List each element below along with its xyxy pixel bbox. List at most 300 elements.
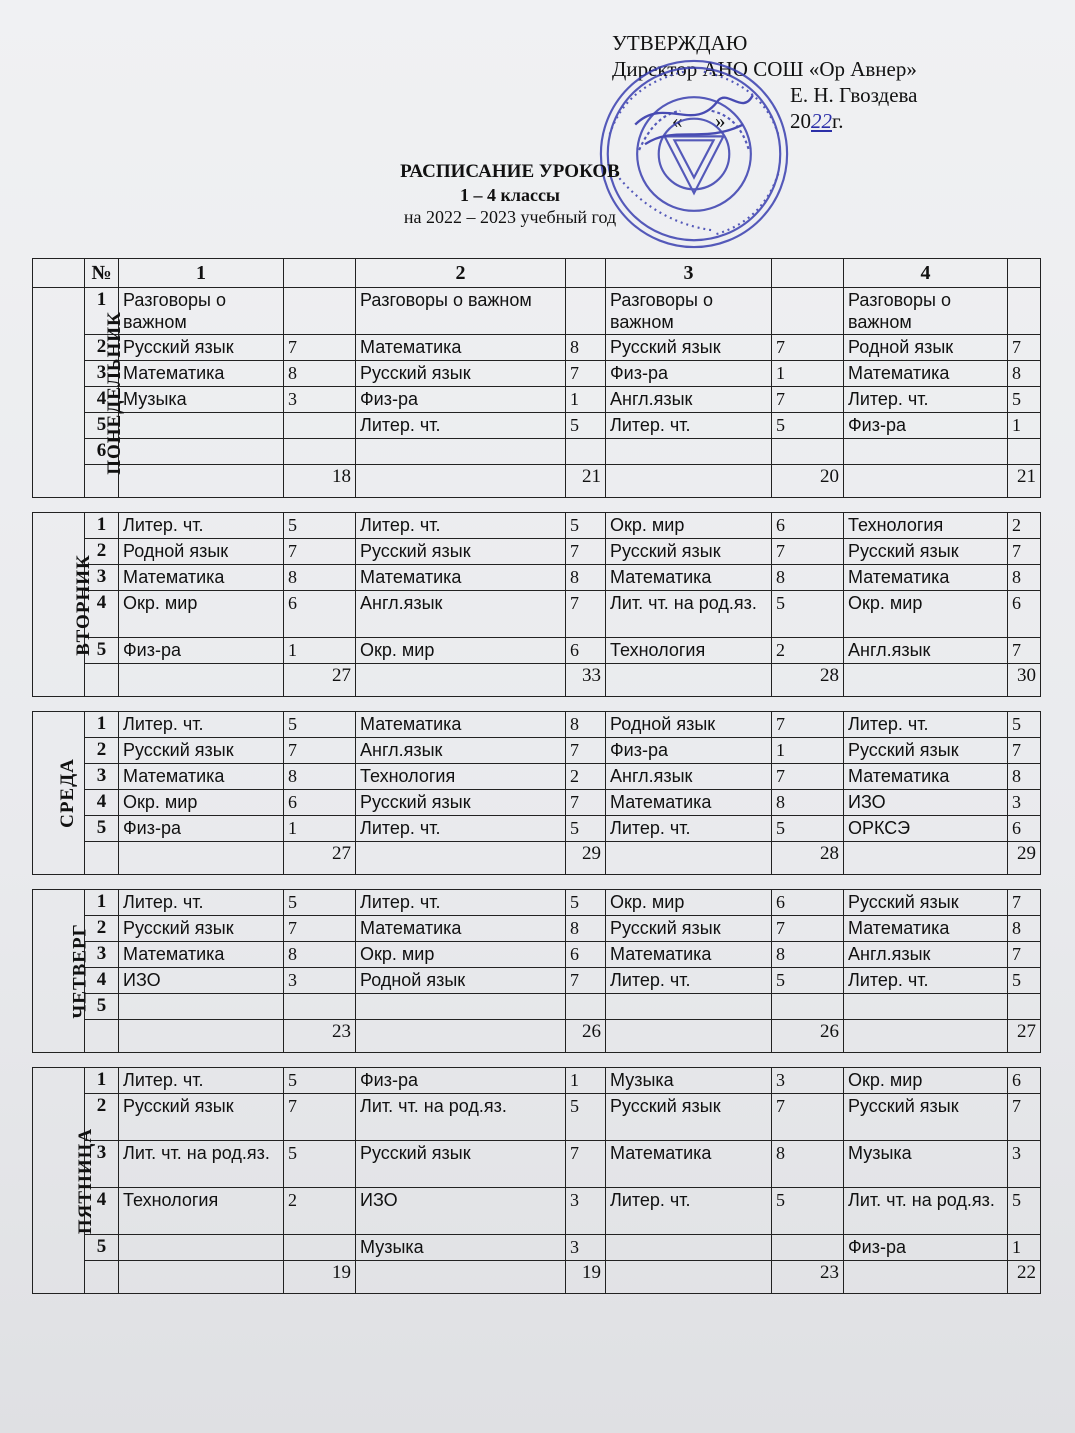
difficulty-points-cell: 1: [566, 387, 606, 413]
difficulty-points-cell: 8: [772, 1141, 844, 1188]
subject-cell: Русский язык: [844, 539, 1008, 565]
day-total-cell: 26: [566, 1020, 606, 1053]
subject-cell: [119, 994, 284, 1020]
subject-cell: Музыка: [356, 1235, 566, 1261]
subject-cell: Англ.язык: [606, 387, 772, 413]
lesson-number: 3: [85, 565, 119, 591]
difficulty-points-cell: 6: [1008, 1068, 1041, 1094]
lesson-row: [33, 413, 1041, 439]
grades-subtitle: 1 – 4 классы: [459, 185, 560, 205]
lesson-row: [33, 968, 1041, 994]
difficulty-points-cell: 2: [1008, 513, 1041, 539]
subject-cell: Русский язык: [119, 1094, 284, 1141]
difficulty-points-cell: 8: [1008, 764, 1041, 790]
lesson-row: [33, 942, 1041, 968]
difficulty-points-cell: 1: [1008, 413, 1041, 439]
lesson-row: [33, 565, 1041, 591]
day-label: [33, 1068, 97, 1294]
difficulty-points-cell: 5: [772, 816, 844, 842]
subject-cell: Математика: [356, 916, 566, 942]
lesson-number: 3: [85, 942, 119, 968]
difficulty-points-cell: 8: [284, 764, 356, 790]
lesson-row: [33, 539, 1041, 565]
lesson-number: 4: [85, 1188, 119, 1235]
day-total-cell: 28: [772, 842, 844, 875]
subject-cell: ИЗО: [844, 790, 1008, 816]
subject-cell: Лит. чт. на род.яз.: [844, 1188, 1008, 1235]
subject-cell: Физ-ра: [606, 738, 772, 764]
approval-date: « » 2022г.: [672, 109, 844, 133]
lesson-number: 1: [85, 890, 119, 916]
subject-cell: Русский язык: [844, 1094, 1008, 1141]
day-total-cell: 19: [284, 1261, 356, 1294]
difficulty-points-cell: 5: [284, 513, 356, 539]
difficulty-points-cell: [566, 288, 606, 335]
difficulty-points-cell: 7: [566, 361, 606, 387]
subject-cell: Математика: [119, 764, 284, 790]
header-class-3: 3: [606, 259, 772, 288]
difficulty-points-cell: 8: [284, 361, 356, 387]
header-class-2: 2: [356, 259, 566, 288]
day-totals-row: [33, 465, 1041, 498]
day-total-cell: 29: [1008, 842, 1041, 875]
subject-cell: Литер. чт.: [844, 712, 1008, 738]
difficulty-points-cell: 5: [772, 413, 844, 439]
subject-cell: Лит. чт. на род.яз.: [356, 1094, 566, 1141]
subject-cell: Математика: [844, 764, 1008, 790]
day-total-cell: 33: [566, 664, 606, 697]
difficulty-points-cell: 8: [284, 565, 356, 591]
lesson-row: [33, 335, 1041, 361]
difficulty-points-cell: 3: [566, 1235, 606, 1261]
subject-cell: Окр. мир: [844, 1068, 1008, 1094]
day-total-cell: 22: [1008, 1261, 1041, 1294]
lesson-row: [33, 712, 1041, 738]
difficulty-points-cell: 2: [566, 764, 606, 790]
lesson-number: 2: [85, 335, 119, 361]
subject-cell: Музыка: [606, 1068, 772, 1094]
difficulty-points-cell: 3: [1008, 790, 1041, 816]
subject-cell: Русский язык: [119, 916, 284, 942]
difficulty-points-cell: 1: [1008, 1235, 1041, 1261]
subject-cell: Окр. мир: [606, 513, 772, 539]
difficulty-points-cell: 8: [566, 916, 606, 942]
subject-cell: Окр. мир: [356, 942, 566, 968]
subject-cell: Технология: [356, 764, 566, 790]
lesson-row: [33, 1141, 1041, 1188]
difficulty-points-cell: 5: [566, 890, 606, 916]
difficulty-points-cell: 6: [566, 942, 606, 968]
lesson-row: [33, 1068, 1041, 1094]
subject-cell: Математика: [356, 712, 566, 738]
subject-cell: [119, 1235, 284, 1261]
lesson-number: 1: [85, 513, 119, 539]
subject-cell: Математика: [844, 361, 1008, 387]
difficulty-points-cell: 5: [1008, 712, 1041, 738]
difficulty-points-cell: 6: [772, 890, 844, 916]
difficulty-points-cell: 3: [566, 1188, 606, 1235]
day-total-cell: 27: [284, 664, 356, 697]
difficulty-points-cell: 7: [1008, 539, 1041, 565]
difficulty-points-cell: 7: [566, 539, 606, 565]
lesson-row: [33, 916, 1041, 942]
subject-cell: Литер. чт.: [356, 413, 566, 439]
subject-cell: Физ-ра: [356, 1068, 566, 1094]
subject-cell: Разговоры о важном: [844, 288, 1008, 335]
difficulty-points-cell: 1: [284, 638, 356, 664]
subject-cell: Окр. мир: [119, 790, 284, 816]
difficulty-points-cell: 7: [566, 1141, 606, 1188]
lesson-row: [33, 816, 1041, 842]
lesson-number: 2: [85, 738, 119, 764]
subject-cell: Литер. чт.: [844, 387, 1008, 413]
subject-cell: [356, 439, 566, 465]
lesson-number: 5: [85, 638, 119, 664]
lesson-number: 4: [85, 387, 119, 413]
subject-cell: [606, 439, 772, 465]
approval-position: Директор АНО СОШ «Ор Авнер»: [612, 57, 917, 81]
schedule-table: [32, 258, 1041, 1294]
lesson-number: 3: [85, 1141, 119, 1188]
subject-cell: Математика: [356, 335, 566, 361]
day-total-cell: 28: [772, 664, 844, 697]
day-total-cell: 20: [772, 465, 844, 498]
subject-cell: Технология: [606, 638, 772, 664]
day-separator: [33, 875, 1041, 890]
difficulty-points-cell: 5: [566, 816, 606, 842]
day-total-cell: 27: [1008, 1020, 1041, 1053]
subject-cell: Лит. чт. на род.яз.: [606, 591, 772, 638]
difficulty-points-cell: 3: [284, 387, 356, 413]
subject-cell: Окр. мир: [844, 591, 1008, 638]
day-total-cell: 23: [772, 1261, 844, 1294]
lesson-row: [33, 764, 1041, 790]
day-label: [33, 288, 125, 498]
subject-cell: Окр. мир: [606, 890, 772, 916]
subject-cell: Русский язык: [606, 916, 772, 942]
difficulty-points-cell: 5: [772, 968, 844, 994]
subject-cell: Англ.язык: [606, 764, 772, 790]
lesson-row: [33, 1188, 1041, 1235]
difficulty-points-cell: [566, 439, 606, 465]
difficulty-points-cell: 5: [566, 513, 606, 539]
difficulty-points-cell: [284, 288, 356, 335]
subject-cell: Математика: [356, 565, 566, 591]
difficulty-points-cell: 1: [566, 1068, 606, 1094]
difficulty-points-cell: 7: [772, 539, 844, 565]
day-total-cell: 30: [1008, 664, 1041, 697]
difficulty-points-cell: 5: [284, 890, 356, 916]
subject-cell: Русский язык: [356, 790, 566, 816]
day-totals-row: [33, 1020, 1041, 1053]
header-empty: [33, 259, 85, 288]
subject-cell: [606, 994, 772, 1020]
subject-cell: Математика: [119, 942, 284, 968]
difficulty-points-cell: 7: [772, 387, 844, 413]
difficulty-points-cell: 7: [1008, 638, 1041, 664]
subject-cell: Технология: [844, 513, 1008, 539]
lesson-number: 4: [85, 591, 119, 638]
day-separator: [33, 697, 1041, 712]
lesson-row: [33, 591, 1041, 638]
subject-cell: Математика: [844, 565, 1008, 591]
difficulty-points-cell: [772, 1235, 844, 1261]
day-totals-row: [33, 842, 1041, 875]
lesson-row: [33, 638, 1041, 664]
difficulty-points-cell: 5: [772, 1188, 844, 1235]
academic-year: на 2022 – 2023 учебный год: [403, 207, 617, 227]
difficulty-points-cell: 2: [772, 638, 844, 664]
subject-cell: Литер. чт.: [606, 968, 772, 994]
day-total-cell: 27: [284, 842, 356, 875]
subject-cell: Русский язык: [844, 738, 1008, 764]
difficulty-points-cell: 5: [1008, 968, 1041, 994]
difficulty-points-cell: 3: [772, 1068, 844, 1094]
difficulty-points-cell: 7: [1008, 890, 1041, 916]
subject-cell: Русский язык: [356, 539, 566, 565]
difficulty-points-cell: [772, 994, 844, 1020]
difficulty-points-cell: 7: [284, 1094, 356, 1141]
day-total-cell: 23: [284, 1020, 356, 1053]
header-class-4: 4: [844, 259, 1008, 288]
lesson-row: [33, 513, 1041, 539]
difficulty-points-cell: 7: [284, 335, 356, 361]
difficulty-points-cell: 5: [1008, 387, 1041, 413]
subject-cell: Литер. чт.: [356, 816, 566, 842]
difficulty-points-cell: 7: [772, 712, 844, 738]
difficulty-points-cell: 1: [284, 816, 356, 842]
lesson-row: [33, 288, 1041, 335]
subject-cell: Окр. мир: [119, 591, 284, 638]
difficulty-points-cell: 7: [1008, 1094, 1041, 1141]
subject-cell: Русский язык: [119, 335, 284, 361]
subject-cell: Родной язык: [844, 335, 1008, 361]
header-number: №: [85, 259, 119, 288]
subject-cell: [356, 994, 566, 1020]
day-label: [33, 513, 94, 697]
difficulty-points-cell: 5: [284, 1141, 356, 1188]
difficulty-points-cell: 5: [284, 1068, 356, 1094]
subject-cell: Русский язык: [119, 738, 284, 764]
difficulty-points-cell: 7: [1008, 942, 1041, 968]
lesson-number: 1: [85, 288, 119, 335]
schedule-header-row: [33, 259, 1041, 288]
day-total-cell: 26: [772, 1020, 844, 1053]
subject-cell: Русский язык: [606, 1094, 772, 1141]
subject-cell: Литер. чт.: [119, 1068, 284, 1094]
difficulty-points-cell: 6: [284, 591, 356, 638]
header-class-1: 1: [119, 259, 284, 288]
lesson-row: [33, 387, 1041, 413]
day-total-cell: 19: [566, 1261, 606, 1294]
lesson-number: 3: [85, 764, 119, 790]
subject-cell: [844, 439, 1008, 465]
subject-cell: Математика: [606, 565, 772, 591]
subject-cell: Русский язык: [606, 539, 772, 565]
lesson-number: 2: [85, 1094, 119, 1141]
day-total-cell: 21: [1008, 465, 1041, 498]
difficulty-points-cell: [1008, 994, 1041, 1020]
subject-cell: ОРКСЭ: [844, 816, 1008, 842]
subject-cell: Физ-ра: [119, 638, 284, 664]
subject-cell: Физ-ра: [119, 816, 284, 842]
difficulty-points-cell: 3: [284, 968, 356, 994]
subject-cell: Математика: [119, 361, 284, 387]
difficulty-points-cell: 8: [566, 565, 606, 591]
lesson-number: 5: [85, 1235, 119, 1261]
subject-cell: Родной язык: [606, 712, 772, 738]
subject-cell: Физ-ра: [844, 1235, 1008, 1261]
subject-cell: Музыка: [119, 387, 284, 413]
difficulty-points-cell: [772, 439, 844, 465]
difficulty-points-cell: 1: [772, 738, 844, 764]
lesson-row: [33, 1235, 1041, 1261]
subject-cell: ИЗО: [119, 968, 284, 994]
day-name: ПЯТНИЦА: [75, 1127, 97, 1234]
difficulty-points-cell: [1008, 439, 1041, 465]
subject-cell: Математика: [606, 1141, 772, 1188]
lesson-number: 5: [85, 816, 119, 842]
lesson-number: 3: [85, 361, 119, 387]
subject-cell: Разговоры о важном: [606, 288, 772, 335]
difficulty-points-cell: 7: [566, 968, 606, 994]
difficulty-points-cell: 8: [566, 712, 606, 738]
subject-cell: Разговоры о важном: [356, 288, 566, 335]
subject-cell: [606, 1235, 772, 1261]
difficulty-points-cell: 2: [284, 1188, 356, 1235]
lesson-number: 5: [85, 413, 119, 439]
day-label: [33, 712, 85, 875]
subject-cell: ИЗО: [356, 1188, 566, 1235]
subject-cell: Математика: [844, 916, 1008, 942]
subject-cell: Разговоры о важном: [119, 288, 284, 335]
difficulty-points-cell: 6: [566, 638, 606, 664]
difficulty-points-cell: [566, 994, 606, 1020]
difficulty-points-cell: 6: [1008, 591, 1041, 638]
subject-cell: Родной язык: [356, 968, 566, 994]
subject-cell: Русский язык: [606, 335, 772, 361]
difficulty-points-cell: 7: [566, 591, 606, 638]
subject-cell: Музыка: [844, 1141, 1008, 1188]
difficulty-points-cell: 7: [284, 916, 356, 942]
difficulty-points-cell: 7: [772, 764, 844, 790]
day-label: [33, 890, 91, 1053]
lesson-row: [33, 890, 1041, 916]
difficulty-points-cell: 5: [1008, 1188, 1041, 1235]
lesson-row: [33, 994, 1041, 1020]
difficulty-points-cell: 8: [284, 942, 356, 968]
subject-cell: [119, 413, 284, 439]
subject-cell: Литер. чт.: [119, 712, 284, 738]
lesson-number: 4: [85, 790, 119, 816]
difficulty-points-cell: [284, 439, 356, 465]
lesson-row: [33, 1094, 1041, 1141]
difficulty-points-cell: 8: [772, 942, 844, 968]
subject-cell: [844, 994, 1008, 1020]
day-total-cell: 29: [566, 842, 606, 875]
subject-cell: Литер. чт.: [356, 890, 566, 916]
document-heading: [300, 160, 720, 228]
subject-cell: Литер. чт.: [606, 413, 772, 439]
difficulty-points-cell: 3: [1008, 1141, 1041, 1188]
difficulty-points-cell: 8: [772, 565, 844, 591]
difficulty-points-cell: 7: [284, 539, 356, 565]
difficulty-points-cell: [772, 288, 844, 335]
day-name: ЧЕТВЕРГ: [69, 923, 91, 1019]
lesson-number: 1: [85, 1068, 119, 1094]
subject-cell: Физ-ра: [356, 387, 566, 413]
day-separator: [33, 1053, 1041, 1068]
difficulty-points-cell: 7: [772, 916, 844, 942]
subject-cell: Математика: [606, 790, 772, 816]
difficulty-points-cell: 7: [772, 1094, 844, 1141]
lesson-number: 2: [85, 916, 119, 942]
difficulty-points-cell: 5: [284, 712, 356, 738]
subject-cell: Технология: [119, 1188, 284, 1235]
difficulty-points-cell: 7: [1008, 335, 1041, 361]
day-total-cell: 21: [566, 465, 606, 498]
subject-cell: Физ-ра: [844, 413, 1008, 439]
difficulty-points-cell: 8: [566, 335, 606, 361]
subject-cell: Англ.язык: [356, 591, 566, 638]
lesson-number: 4: [85, 968, 119, 994]
subject-cell: Англ.язык: [844, 638, 1008, 664]
difficulty-points-cell: 8: [1008, 565, 1041, 591]
subject-cell: Русский язык: [356, 361, 566, 387]
difficulty-points-cell: 5: [566, 1094, 606, 1141]
subject-cell: Математика: [606, 942, 772, 968]
approval-heading: УТВЕРЖДАЮ: [612, 31, 748, 55]
difficulty-points-cell: 1: [772, 361, 844, 387]
lesson-row: [33, 361, 1041, 387]
difficulty-points-cell: 6: [284, 790, 356, 816]
difficulty-points-cell: 8: [1008, 361, 1041, 387]
difficulty-points-cell: 6: [772, 513, 844, 539]
subject-cell: Литер. чт.: [606, 816, 772, 842]
handwritten-year: 22: [811, 109, 832, 133]
difficulty-points-cell: 7: [772, 335, 844, 361]
subject-cell: Литер. чт.: [119, 890, 284, 916]
difficulty-points-cell: 7: [566, 790, 606, 816]
difficulty-points-cell: 6: [1008, 816, 1041, 842]
subject-cell: Родной язык: [119, 539, 284, 565]
day-totals-row: [33, 664, 1041, 697]
difficulty-points-cell: 5: [566, 413, 606, 439]
difficulty-points-cell: 8: [1008, 916, 1041, 942]
difficulty-points-cell: 8: [772, 790, 844, 816]
subject-cell: Литер. чт.: [844, 968, 1008, 994]
lesson-row: [33, 790, 1041, 816]
lesson-row: [33, 738, 1041, 764]
approval-signatory: Е. Н. Гвоздева: [790, 83, 918, 107]
lesson-row: [33, 439, 1041, 465]
day-name: ПОНЕДЕЛЬНИК: [103, 310, 125, 475]
difficulty-points-cell: 7: [566, 738, 606, 764]
lesson-number: 1: [85, 712, 119, 738]
subject-cell: Литер. чт.: [356, 513, 566, 539]
difficulty-points-cell: 7: [1008, 738, 1041, 764]
subject-cell: Русский язык: [844, 890, 1008, 916]
difficulty-points-cell: [1008, 288, 1041, 335]
difficulty-points-cell: [284, 994, 356, 1020]
difficulty-points-cell: [284, 413, 356, 439]
day-totals-row: [33, 1261, 1041, 1294]
subject-cell: Англ.язык: [356, 738, 566, 764]
day-name: ВТОРНИК: [72, 553, 94, 656]
difficulty-points-cell: [284, 1235, 356, 1261]
day-separator: [33, 498, 1041, 513]
subject-cell: Лит. чт. на род.яз.: [119, 1141, 284, 1188]
